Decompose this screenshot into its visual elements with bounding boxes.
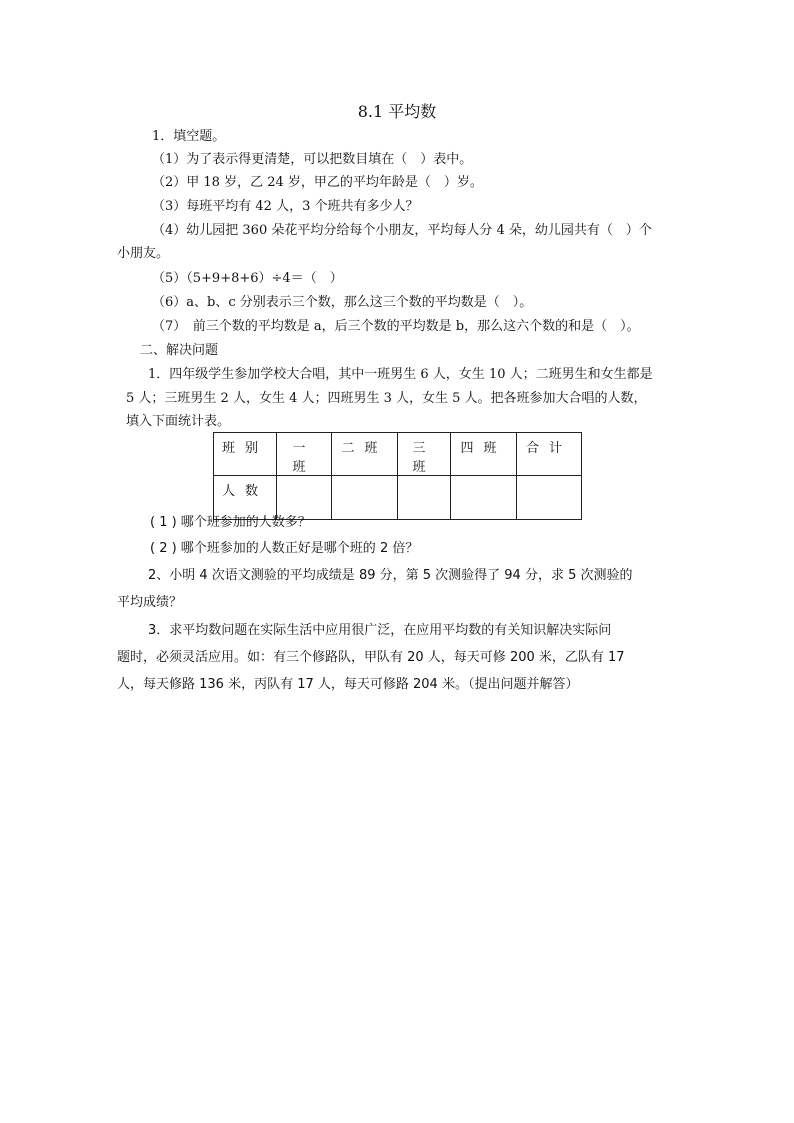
table-header-row: [214, 433, 582, 476]
fill-item-1: （1）为了表示得更清楚，可以把数目填在（ ）表中。: [152, 152, 473, 167]
fill-item-5: （5）（5+9+8+6）÷4＝（ ）: [152, 271, 343, 286]
fill-item-7: （7） 前三个数的平均数是 a，后三个数的平均数是 b，那么这六个数的和是（ ）。: [152, 319, 640, 334]
table-row-label: 人数: [214, 476, 277, 520]
sub-question-1: ( 1 ) 哪个班参加的人数多？: [150, 515, 311, 530]
fill-item-4-cont: 小朋友。: [117, 246, 170, 261]
table-header-cell: 班别: [214, 433, 277, 476]
table-header-cell: 四班: [451, 433, 517, 476]
fill-item-4: （4）幼儿园把 360 朵花平均分给每个小朋友，平均每人分 4 朵，幼儿园共有（ ）个: [152, 223, 652, 238]
q1-line-2: 5 人；三班男生 2 人，女生 4 人；四班男生 3 人，女生 5 人。把各班参加大合唱的人数，: [126, 391, 647, 406]
table-header-cell: 合计: [517, 433, 582, 476]
table-cell: [277, 476, 332, 520]
table-header-cell: 二班: [332, 433, 398, 476]
q2-line-1: 2、小明 4 次语文测验的平均成绩是 89 分，第 5 次测验得了 94 分，求 5 次测验的: [148, 568, 633, 583]
stats-table: [213, 432, 582, 520]
fill-item-2: （2）甲 18 岁，乙 24 岁，甲乙的平均年龄是（ ）岁。: [152, 175, 483, 190]
table-header-cell: 一班: [277, 433, 332, 476]
q2-line-2: 平均成绩？: [117, 595, 183, 610]
table-row: [214, 476, 582, 520]
q3-line-1: 3．求平均数问题在实际生活中应用很广泛，在应用平均数的有关知识解决实际问: [148, 623, 612, 638]
page-title: 8.1 平均数: [357, 102, 437, 121]
table-cell: [517, 476, 582, 520]
fill-item-3: （3）每班平均有 42 人，3 个班共有多少人？: [152, 199, 419, 214]
section1-heading: 1．填空题。: [152, 129, 226, 144]
fill-item-6: （6）a、b、c 分别表示三个数，那么这三个数的平均数是（ ）。: [152, 295, 533, 310]
sub-question-2: ( 2 ) 哪个班参加的人数正好是哪个班的 2 倍？: [150, 541, 419, 556]
section2-heading: 二、解决问题: [140, 343, 219, 358]
q3-line-3: 人，每天修路 136 米，丙队有 17 人，每天可修路 204 米。（提出问题并解答）: [117, 677, 579, 692]
table-cell: [398, 476, 451, 520]
q1-line-3: 填入下面统计表。: [126, 414, 231, 429]
q1-line-1: 1．四年级学生参加学校大合唱，其中一班男生 6 人，女生 10 人；二班男生和女生都是: [148, 367, 653, 382]
table-cell: [332, 476, 398, 520]
table-cell: [451, 476, 517, 520]
table-header-cell: 三班: [398, 433, 451, 476]
q3-line-2: 题时，必须灵活应用。如：有三个修路队，甲队有 20 人，每天可修 200 米，乙队有 17: [117, 650, 625, 665]
